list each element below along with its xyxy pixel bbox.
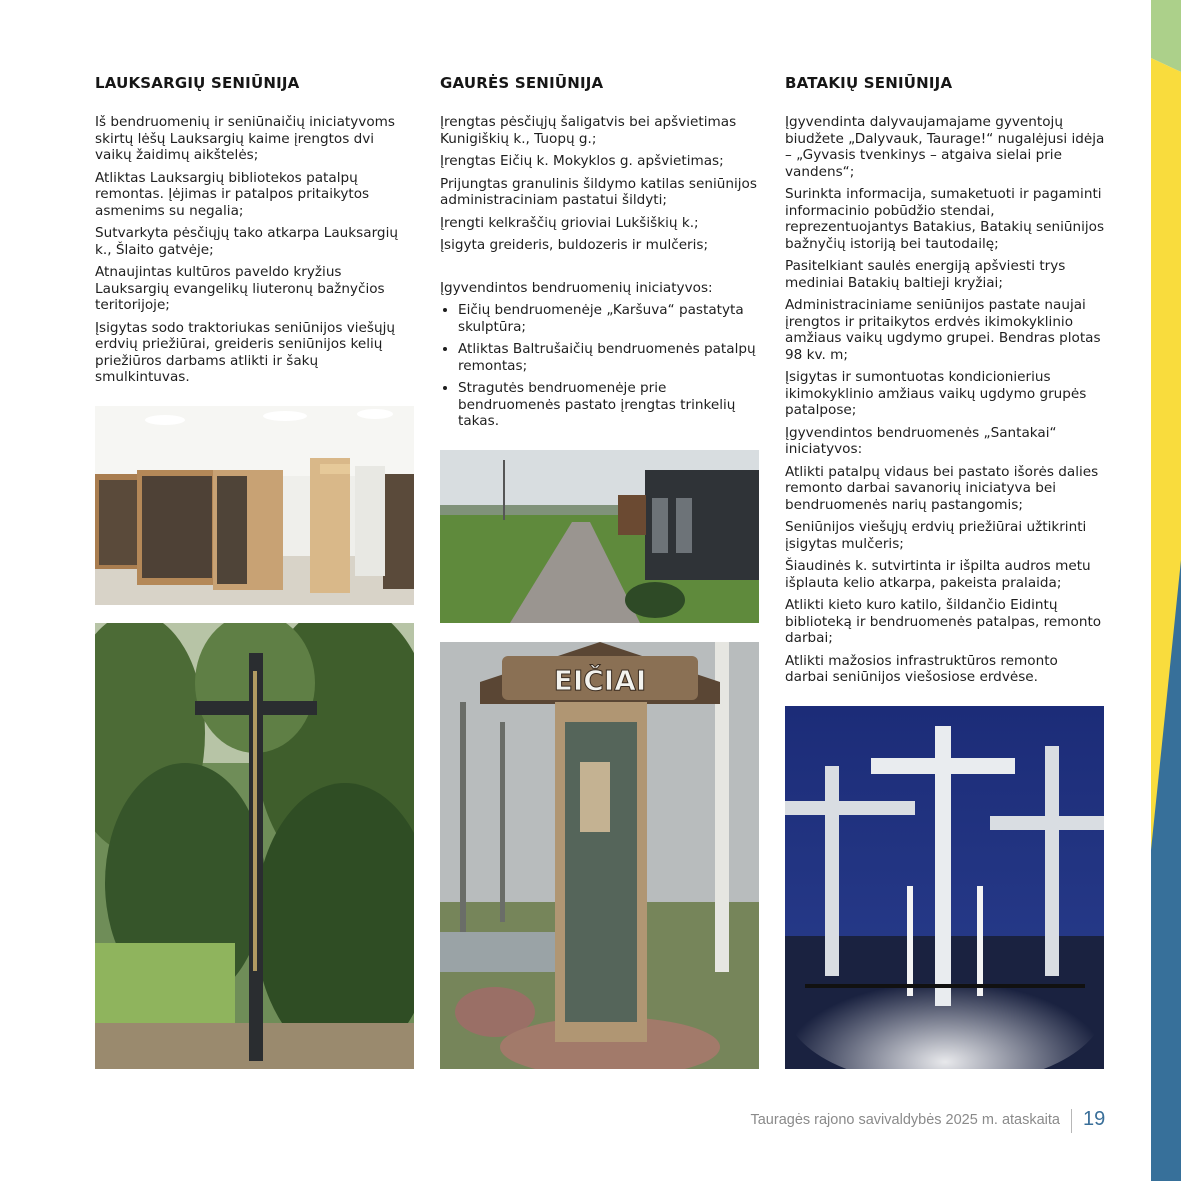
section-title: LAUKSARGIŲ SENIŪNIJA [95,74,300,92]
bullet-list [440,302,760,430]
list-item: • Atliktas Baltrušaičių bendruomenės patalpų remontas; [458,341,760,374]
paragraph: Pasitelkiant saulės energiją apšviesti trys mediniai Batakių baltieji kryžiai; [785,258,1066,291]
paragraph: Įrengti kelkraščių grioviai Lukšiškių k.; [440,214,699,231]
paragraph: Seniūnijos viešųjų erdvių priežiūrai užtikrinti įsigytas mulčeris; [785,519,1087,552]
column-gaure [440,74,760,436]
paragraph: Surinkta informacija, sumaketuoti ir pagaminti informacinio pobūdžio stendai, reprezentuojantys Batakius, Batakių seniūnijos bažnyčių istoriją bei tautodailę; [785,186,1105,252]
section-title: BATAKIŲ SENIŪNIJA [785,74,953,92]
paragraph: Iš bendruomenių ir seniūnaičių iniciatyvoms skirtų lėšų Lauksargių kaime įrengtos dvi vaikų žaidimų aikštelės; [95,114,395,163]
paragraph: Atliktas Lauksargių bibliotekos patalpų remontas. Įėjimas ir patalpos pritaikytos asmenims su negalia; [95,169,370,219]
footer-divider [1071,1109,1072,1133]
footer-report-title: Tauragės rajono savivaldybės 2025 m. ataskaita [750,1112,1060,1128]
paragraph: Įsigyta greideris, buldozeris ir mulčeris; [440,237,709,253]
paragraph: Šiaudinės k. sutvirtinta ir išpilta audros metu išplauta kelio atkarpa, pakeista pralaida; [785,558,1091,591]
section-title: GAURĖS SENIŪNIJA [440,74,604,92]
sign-text: EIČIAI [553,664,647,697]
paragraph: Įrengtas Eičių k. Mokyklos g. apšvietimas; [440,153,724,169]
library-photo [95,406,414,605]
paragraph: Sutvarkyta pėsčiųjų tako atkarpa Lauksargių k., Šlaito gatvėje; [95,225,398,258]
subheading: Įgyvendintos bendruomenių iniciatyvos: [440,279,713,296]
paragraph: Atlikti mažosios infrastruktūros remonto darbai seniūnijos viešosiose erdvėse. [785,652,1058,685]
paragraph: Įgyvendinta dalyvaujamajame gyventojų biudžete „Dalyvauk, Taurage!“ nugalėjusi idėja – „Gyvasis tvenkinys – atgaiva sielai prie vandens“; [785,114,1105,180]
list-item: • Stragutės bendruomenėje prie bendruomenės pastato įrengtas trinkelių takas. [458,380,760,430]
paragraph: Atlikti kieto kuro katilo, šildančio Eidintų biblioteką ir bendruomenės patalpas, remonto darbai; [785,597,1102,646]
paragraph: Administraciniame seniūnijos pastate naujai įrengtos ir pritaikytos erdvės ikimokyklinio amžiaus vaikų ugdymo grupei. Bendras plotas 98 kv. m; [785,297,1101,363]
paragraph: Atlikti patalpų vidaus bei pastato išorės dalies remonto darbai savanorių iniciatyva bei bendruomenės narių pastangomis; [785,463,1099,513]
sculpture-photo [440,642,759,1069]
cross-photo [95,623,414,1069]
paragraph: Įsigytas sodo traktoriukas seniūnijos viešųjų erdvių priežiūrai, greideris seniūnijos kelių priežiūros darbams atlikti ir šakų smulkintuvas. [95,319,396,385]
paragraph: Prijungtas granulinis šildymo katilas seniūnijos administraciniam pastatui šildyti; [440,175,757,208]
list-item: • Eičių bendruomenėje „Karšuva“ pastatyta skulptūra; [458,302,760,335]
paragraph: Įsigytas ir sumontuotas kondicionierius ikimokyklinio amžiaus vaikų ugdymo grupės patalpose; [785,369,1087,418]
path-photo [440,450,759,623]
paragraph: Įrengtas pėsčiųjų šaligatvis bei apšvietimas Kunigiškių k., Tuopų g.; [440,114,737,147]
paragraph: Įgyvendintos bendruomenės „Santakai“ iniciatyvos: [785,424,1057,457]
page-number: 19 [1083,1108,1106,1130]
column-batakiai [785,74,1105,692]
paragraph: Atnaujintas kultūros paveldo kryžius Lauksargių evangelikų liuteronų bažnyčios teritorijoje; [95,264,385,313]
crosses-photo [785,706,1104,1069]
column-lauksargiai [95,74,415,392]
